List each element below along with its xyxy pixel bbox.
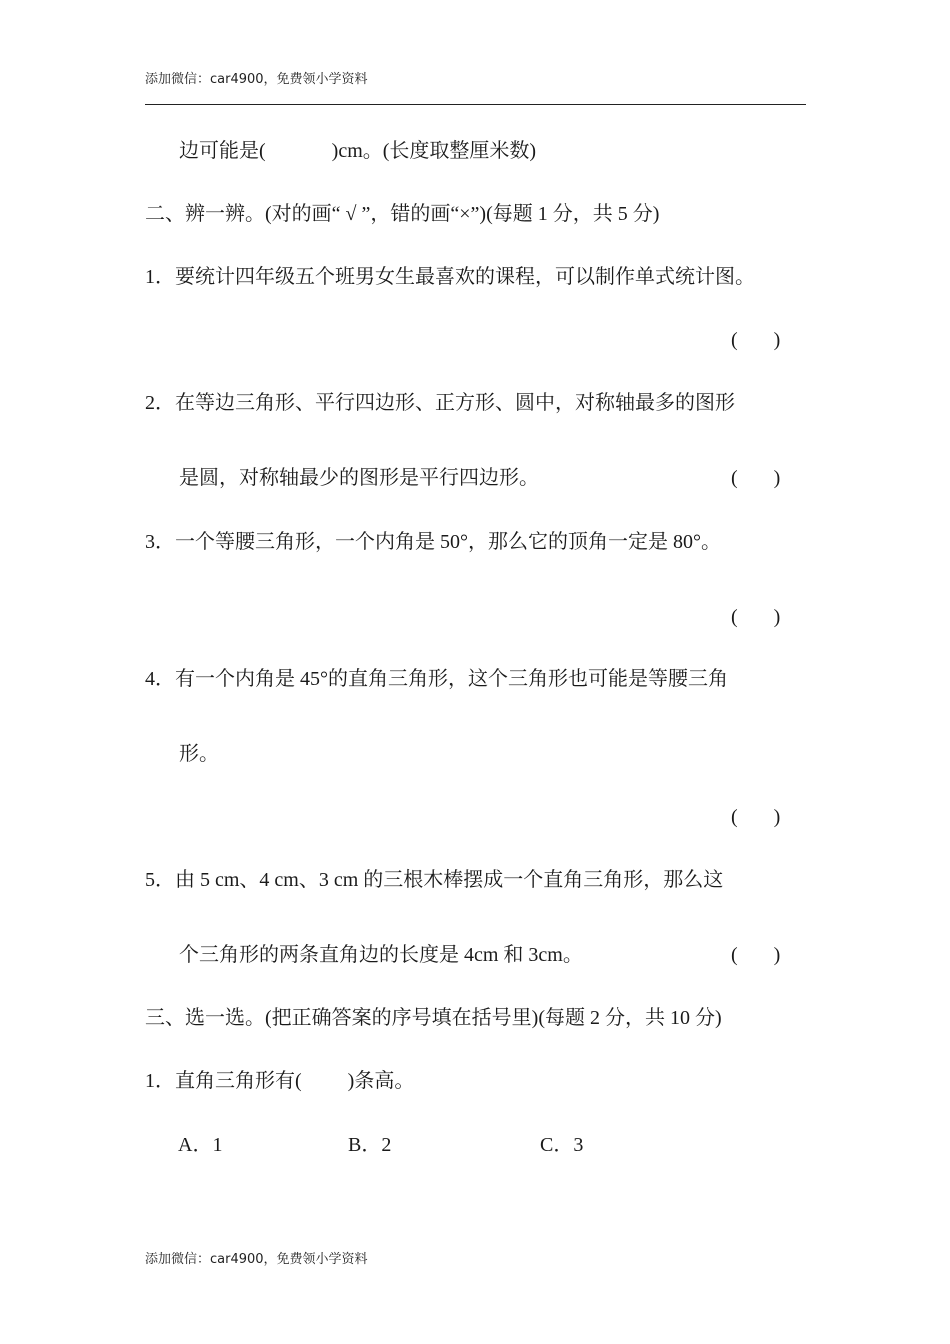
header-divider xyxy=(145,104,806,105)
page-footer-note: 添加微信：car4900，免费领小学资料 xyxy=(145,1252,368,1267)
judge-item-1-line-1: 1．要统计四年级五个班男女生最喜欢的课程，可以制作单式统计图。 xyxy=(145,266,755,288)
judge-item-1-answer-box[interactable]: ( ) xyxy=(731,329,781,351)
judge-item-5-line-1: 5．由 5 cm、4 cm、3 cm 的三根木棒摆成一个直角三角形，那么这 xyxy=(145,869,724,891)
continued-text-after: )cm。(长度取整厘米数) xyxy=(331,140,537,162)
continued-question-line xyxy=(179,141,536,161)
judge-item-2-line-1: 2．在等边三角形、平行四边形、正方形、圆中，对称轴最多的图形 xyxy=(145,392,735,414)
choice-question-1 xyxy=(145,1071,414,1091)
judge-item-3-line-1: 3．一个等腰三角形，一个内角是 50°，那么它的顶角一定是 80°。 xyxy=(145,531,721,553)
choice-option-b[interactable]: B．2 xyxy=(348,1134,392,1156)
judge-item-2-answer-box[interactable]: ( ) xyxy=(731,467,781,489)
judge-item-5-line-2: 个三角形的两条直角边的长度是 4cm 和 3cm。 xyxy=(179,944,583,966)
section-2-title: 二、辨一辨。(对的画“ √ ”，错的画“×”)(每题 1 分，共 5 分) xyxy=(145,203,660,225)
choice-option-a[interactable]: A．1 xyxy=(178,1134,223,1156)
judge-item-4-line-1: 4．有一个内角是 45°的直角三角形，这个三角形也可能是等腰三角 xyxy=(145,668,728,690)
continued-text-before: 边可能是( xyxy=(179,140,266,162)
choice-question-1-after: )条高。 xyxy=(347,1070,415,1092)
judge-item-3-answer-box[interactable]: ( ) xyxy=(731,606,781,628)
judge-item-5-answer-box[interactable]: ( ) xyxy=(731,944,781,966)
page-header-note: 添加微信：car4900，免费领小学资料 xyxy=(145,72,368,87)
section-3-title: 三、选一选。(把正确答案的序号填在括号里)(每题 2 分，共 10 分) xyxy=(145,1007,722,1029)
choice-option-c[interactable]: C．3 xyxy=(540,1134,584,1156)
judge-item-2-line-2: 是圆，对称轴最少的图形是平行四边形。 xyxy=(179,467,539,489)
judge-item-4-line-2: 形。 xyxy=(179,743,219,765)
judge-item-4-answer-box[interactable]: ( ) xyxy=(731,806,781,828)
choice-question-1-before: 1．直角三角形有( xyxy=(145,1070,302,1092)
